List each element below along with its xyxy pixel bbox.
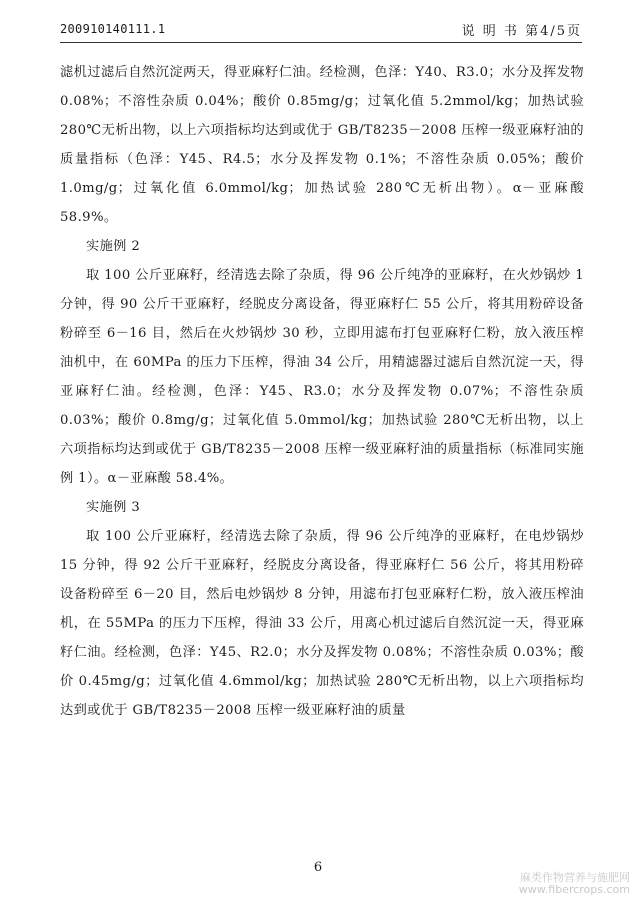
section-heading-example-3: 实施例 3 [86,500,141,515]
document-type-page-label: 说 明 书 第4/5页 [461,24,582,39]
site-watermark [519,872,630,896]
document-body [60,58,584,725]
paragraph-example-3: 取 100 公斤亚麻籽，经清选去除了杂质，得 96 公斤纯净的亚麻籽，在电炒锅炒 15 分钟，得 92 公斤干亚麻籽，经脱皮分离设备，得亚麻籽仁 56 公斤，将其用粉碎设备粉碎至 6－20 目，然后电炒锅炒 8 分钟，用滤布打包亚麻籽仁粉，放入液压榨油机，在 55MPa 的压力下压榨，得油 33 公斤，用离心机过滤后自然沉淀一天，得亚麻籽仁油。经检测，色泽：Y45、R2.0；水分及挥发物 0.08%；不溶性杂质 0.03%；酸价 0.45mg/g；过氧化值 4.6mmol/kg；加热试验 280℃无析出物，以上六项指标均达到或优于 GB/T8235－2008 压榨一级亚麻籽油的质量 [60,529,584,718]
watermark-url: www.fibercrops.com [518,883,630,896]
header-divider [60,42,582,43]
paragraph-example-2: 取 100 公斤亚麻籽，经清选去除了杂质，得 96 公斤纯净的亚麻籽，在火炒锅炒 1 分钟，得 90 公斤干亚麻籽，经脱皮分离设备，得亚麻籽仁 55 公斤，将其用粉碎设备粉碎至 6－16 目，然后在火炒锅炒 30 秒，立即用滤布打包亚麻籽仁粉，放入液压榨油机中，在 60MPa 的压力下压榨，得油 34 公斤，用精滤器过滤后自然沉淀一天，得亚麻籽仁油。经检测，色泽：Y45、R3.0；水分及挥发物 0.07%；不溶性杂质 0.03%；酸价 0.8mg/g；过氧化值 5.0mmol/kg；加热试验 280℃无析出物，以上六项指标均达到或优于 GB/T8235－2008 压榨一级亚麻籽油的质量指标（标准同实施例 1）。α－亚麻酸 58.4%。 [60,268,584,486]
paragraph-continued: 滤机过滤后自然沉淀两天，得亚麻籽仁油。经检测，色泽：Y40、R3.0；水分及挥发物 0.08%；不溶性杂质 0.04%；酸价 0.85mg/g；过氧化值 5.2mmol/kg；加热试验 280℃无析出物，以上六项指标均达到或优于 GB/T8235－2008 压榨一级亚麻籽油的质量指标（色泽：Y45、R4.5；水分及挥发物 0.1%；不溶性杂质 0.05%；酸价 1.0mg/g；过氧化值 6.0mmol/kg；加热试验 280℃无析出物）。α－亚麻酸 58.9%。 [60,65,584,225]
patent-number: 200910140111.1 [60,22,166,36]
page-number: 6 [313,860,323,875]
watermark-title: 麻类作物营养与施肥网 [520,871,630,884]
section-heading-example-2: 实施例 2 [86,239,141,254]
